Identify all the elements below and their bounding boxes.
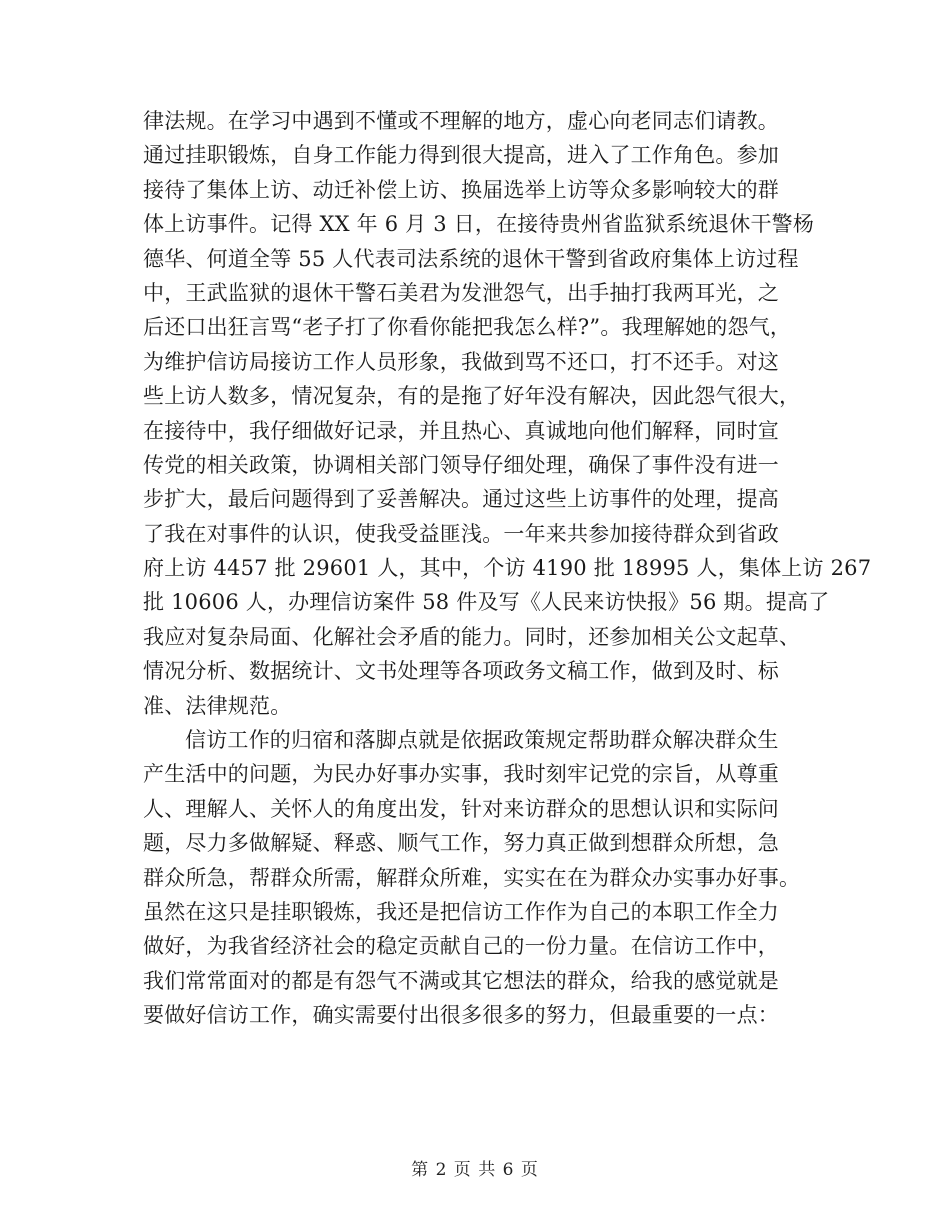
- text-line: 题，尽力多做解疑、释惑、顺气工作，努力真正做到想群众所想，急: [143, 831, 779, 856]
- text-line: 批 10606 人，办理信访案件 58 件及写《人民来访快报》56 期。提高了: [143, 590, 830, 615]
- text-line: 人、理解人、关怀人的角度出发，针对来访群众的思想认识和实际问: [143, 796, 779, 821]
- text-line: 接待了集体上访、动迁补偿上访、换届选举上访等众多影响较大的群: [143, 177, 779, 202]
- text-line: 传党的相关政策，协调相关部门领导仔细处理，确保了事件没有进一: [143, 452, 779, 477]
- text-line: 体上访事件。记得 XX 年 6 月 3 日，在接待贵州省监狱系统退休干警杨: [143, 212, 815, 237]
- text-line: 产生活中的问题，为民办好事办实事，我时刻牢记党的宗旨，从尊重: [143, 762, 779, 787]
- text-line: 府上访 4457 批 29601 人，其中，个访 4190 批 18995 人，集体上访 267: [143, 556, 872, 581]
- text-line: 为维护信访局接访工作人员形象，我做到骂不还口，打不还手。对这: [143, 349, 779, 374]
- text-line: 在接待中，我仔细做好记录，并且热心、真诚地向他们解释，同时宣: [143, 418, 779, 443]
- text-line: 律法规。在学习中遇到不懂或不理解的地方，虚心向老同志们请教。: [143, 109, 779, 133]
- text-line: 中，王武监狱的退休干警石美君为发泄怨气，出手抽打我两耳光，之: [143, 280, 779, 305]
- text-line: 情况分析、数据统计、文书处理等各项政务文稿工作，做到及时、标: [143, 659, 779, 684]
- text-line: 德华、何道全等 55 人代表司法系统的退休干警到省政府集体上访过程: [143, 246, 799, 271]
- page-footer: 第 2 页 共 6 页: [411, 1160, 539, 1180]
- text-line: 些上访人数多，情况复杂，有的是拖了好年没有解决，因此怨气很大，: [143, 384, 801, 409]
- text-line: 通过挂职锻炼，自身工作能力得到很大提高，进入了工作角色。参加: [143, 143, 779, 168]
- text-line: 虽然在这只是挂职锻炼，我还是把信访工作作为自己的本职工作全力: [143, 899, 779, 924]
- body-text: [143, 104, 872, 1033]
- text-line: 我们常常面对的都是有怨气不满或其它想法的群众，给我的感觉就是: [143, 968, 779, 993]
- text-line: 后还口出狂言骂“老子打了你看你能把我怎么样?”。我理解她的怨气，: [143, 315, 792, 340]
- text-line: 要做好信访工作，确实需要付出很多很多的努力，但最重要的一点：: [143, 1003, 779, 1028]
- text-line: 准、法律规范。: [143, 693, 292, 718]
- text-line: 我应对复杂局面、化解社会矛盾的能力。同时，还参加相关公文起草、: [143, 624, 801, 649]
- text-line: 步扩大，最后问题得到了妥善解决。通过这些上访事件的处理，提高: [143, 487, 779, 512]
- text-line: 做好，为我省经济社会的稳定贡献自己的一份力量。在信访工作中，: [143, 934, 779, 959]
- text-line: 群众所急，帮群众所需，解群众所难，实实在在为群众办实事办好事。: [143, 865, 801, 890]
- text-line: 了我在对事件的认识，使我受益匪浅。一年来共参加接待群众到省政: [143, 521, 779, 546]
- text-line: 信访工作的归宿和落脚点就是依据政策规定帮助群众解决群众生: [185, 728, 779, 753]
